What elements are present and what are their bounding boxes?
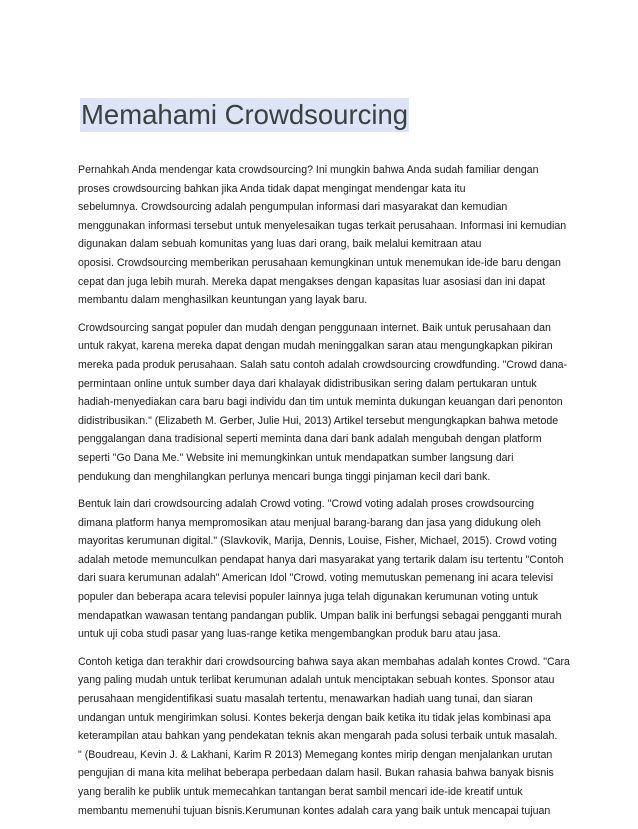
text-line: membantu memenuhi tujuan bisnis.Kerumunan kontes adalah cara yang baik untuk mencapai tujuan: [78, 804, 551, 817]
text-line: untuk rakyat, karena mereka dapat dengan mudah meninggalkan saran atau mengungkapkan pikiran: [78, 340, 553, 353]
paragraph-4: [78, 653, 568, 820]
text-line: yang paling mudah untuk terlibat kerumunan adalah untuk menciptakan sebuah kontes. Sponsor atau: [78, 674, 555, 687]
text-line: mayoritas kerumunan digital." (Slavkovik, Marija, Dennis, Louise, Fisher, Michael, 2015). Crowd voting: [78, 535, 557, 548]
text-line: permintaan online untuk sumber daya dari khalayak didistribusikan sering dalam pertukaran untuk: [78, 377, 537, 390]
text-line: dari suara kerumunan adalah" American Idol "Crowd. voting memutuskan pemenang ini acara televisi: [78, 572, 554, 585]
text-line: perusahaan mengidentifikasi suatu masalah tertentu, menawarkan hadiah uang tunai, dan siaran: [78, 693, 533, 706]
text-line: cepat dan juga lebih murah. Mereka dapat mengakses dengan kapasitas luar asosiasi dan ini dapat: [78, 275, 546, 288]
document-title: Memahami Crowdsourcing: [81, 99, 409, 130]
text-line: yang beralih ke publik untuk memecahkan tantangan berat sambil mencari ide-ide kreatif untuk: [78, 786, 523, 798]
text-line: proses crowdsourcing bahkan jika Anda tidak dapat mengingat mendengar kata itu: [78, 182, 466, 195]
title-block: [80, 98, 409, 132]
text-line: hadiah-menyediakan cara baru bagi individu dan tim untuk meminta dukungan keuangan dari penonton: [78, 396, 563, 409]
text-line: sebelumnya. Crowdsourcing adalah pengumpulan informasi dari masyarakat dan kemudian: [78, 201, 508, 214]
text-line: keterampilan atau bahkan yang pendekatan teknis akan mengarah pada solusi terbaik untuk masalah.: [78, 730, 558, 743]
text-line: mereka pada produk perusahaan. Salah satu contoh adalah crowdsourcing crowdfunding. "Crowd dana-: [78, 358, 568, 371]
text-line: membantu dalam menghasilkan keuntungan yang layak baru.: [78, 294, 368, 307]
paragraph-2: [78, 319, 568, 486]
text-line: mendapatkan wawasan tentang pandangan publik. Umpan balik ini berfungsi sebagai pengganti murah: [78, 609, 562, 622]
text-line: digunakan dalam sebuah komunitas yang luas dari orang, baik melalui kemitraan atau: [78, 238, 482, 251]
text-line: menggunakan informasi tersebut untuk menyelesaikan tugas terkait perusahaan. Informasi ini kemudian: [78, 219, 567, 232]
text-line: " (Boudreau, Kevin J. & Lakhani, Karim R 2013) Memegang kontes mirip dengan menjalankan urutan: [78, 748, 553, 761]
text-line: Contoh ketiga dan terakhir dari crowdsourcing bahwa saya akan membahas adalah kontes Crowd. "Cara: [78, 655, 570, 668]
text-line: didistribusikan." (Elizabeth M. Gerber, Julie Hui, 2013) Artikel tersebut mengungkapkan bahwa metode: [78, 414, 559, 427]
paragraph-3: [78, 495, 568, 644]
text-line: untuk uji coba studi pasar yang luas-range ketika mengembangkan produk baru atau jasa.: [78, 628, 501, 641]
text-line: penggalangan dana tradisional seperti meminta dana dari bank adalah mengubah dengan platform: [78, 433, 542, 446]
text-line: Bentuk lain dari crowdsourcing adalah Crowd voting. "Crowd voting adalah proses crowdsourcing: [78, 498, 535, 511]
text-line: Crowdsourcing sangat populer dan mudah dengan penggunaan internet. Baik untuk perusahaan dan: [78, 321, 551, 334]
paragraph-1: [78, 161, 568, 310]
text-line: adalah metode memunculkan pendapat hanya dari masyarakat yang tertarik dalam isu tertentu "Contoh: [78, 553, 564, 566]
text-line: seperti "Go Dana Me." Website ini memungkinkan untuk mendapatkan sumber langsung dari: [78, 451, 514, 464]
document-body: [78, 161, 568, 829]
text-line: pengujian di mana kita melihat beberapa perbedaan dalam hasil. Bukan rahasia bahwa banyak bisnis: [78, 767, 554, 780]
text-line: undangan untuk mengirimkan solusi. Kontes bekerja dengan baik ketika itu tidak jelas kombinasi apa: [78, 711, 551, 724]
text-line: pendukung dan menghilangkan perlunya mencari bunga tinggi pinjaman kecil dari bank.: [78, 470, 491, 483]
text-line: dimana platform hanya mempromosikan atau menjual barang-barang dan jasa yang didukung oleh: [78, 516, 541, 529]
text-line: populer dan beberapa acara televisi populer lainnya juga telah digunakan kerumunan voting untuk: [78, 591, 538, 604]
text-line: Pernahkah Anda mendengar kata crowdsourcing? Ini mungkin bahwa Anda sudah familiar dengan: [78, 164, 539, 176]
text-line: oposisi. Crowdsourcing memberikan perusahaan kemungkinan untuk menemukan ide-ide baru dengan: [78, 256, 561, 269]
